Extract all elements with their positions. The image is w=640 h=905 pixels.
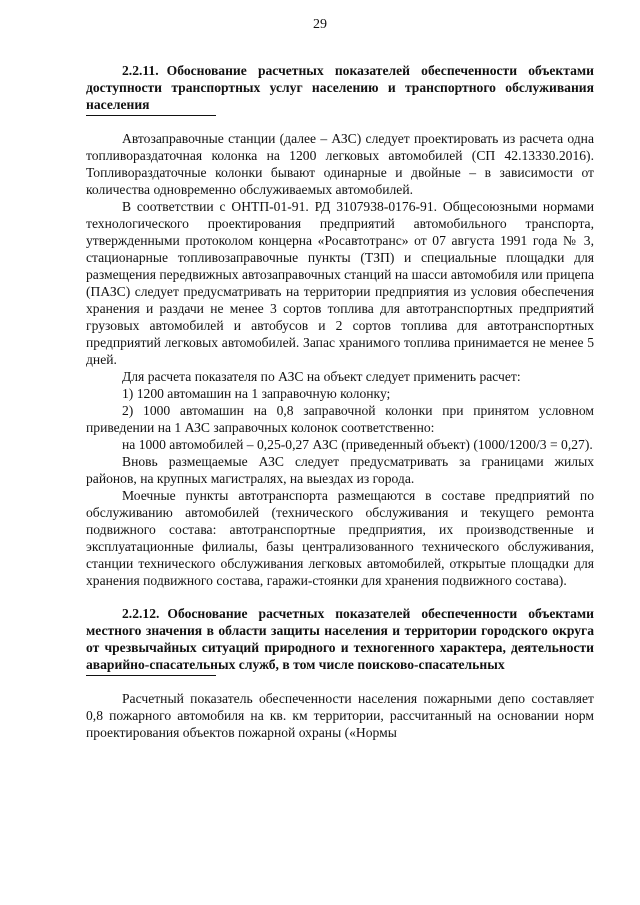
heading-underline [86,115,216,116]
section-title: Обоснование расчетных показателей обеспеченности объектами доступности транспортных услуг населению и транспортного обслуживания населения [86,63,594,112]
section-heading-2-2-11 [86,62,594,113]
paragraph: Расчетный показатель обеспеченности населения пожарными депо составляет 0,8 пожарного автомобиля на кв. км территории, рассчитанный на основании норм проектирования объектов пожарной охраны («Нормы [86,691,594,740]
heading-underline [86,675,216,676]
paragraph: Автозаправочные станции (далее – АЗС) следует проектировать из расчета одна топливораздаточная колонка на 1200 легковых автомобилей (СП 42.13330.2016). Топливораздаточные колонки бывают одинарные и двойные – в зависимости от количества одновременно обслуживаемых автомобилей. [86,131,594,197]
paragraph: Вновь размещаемые АЗС следует предусматривать за границами жилых районов, на крупных магистралях, на выездах из города. [86,454,594,486]
section-gap [86,589,594,605]
section-number: 2.2.11. [122,63,159,78]
paragraph: на 1000 автомобилей – 0,25-0,27 АЗС (приведенный объект) (1000/1200/3 = 0,27). [122,437,593,452]
page-number: 29 [313,17,327,32]
list-item: 2) 1000 автомашин на 0,8 заправочной колонки при принятом условном приведении на 1 АЗС заправочных колонок соответственно: [86,403,594,435]
list-item: 1) 1200 автомашин на 1 заправочную колонку; [122,386,391,401]
document-body [86,62,594,741]
paragraph: Моечные пункты автотранспорта размещаются в составе предприятий по обслуживанию автомобилей (технического обслуживания и текущего ремонта подвижного состава: автотранспортные предприятия, их производственные и эксплуатационные филиалы, базы централизованного технического обслуживания, станции технического обслуживания легковых автомобилей, открытые площадки для хранения подвижного состава, гаражи-стоянки для хранения подвижного состава). [86,488,594,588]
section-number: 2.2.12. [122,606,160,621]
section-heading-2-2-12 [86,605,594,673]
section-title: Обоснование расчетных показателей обеспеченности объектами местного значения в области защиты населения и территории городского округа от чрезвычайных ситуаций природного и техногенного характера, деятельности аварийно-спасательных служб, в том числе поисково-спасательных [86,606,594,672]
paragraph: Для расчета показателя по АЗС на объект следует применить расчет: [122,369,521,384]
paragraph: В соответствии с ОНТП-01-91. РД 3107938-0176-91. Общесоюзными нормами технологического проектирования предприятий автомобильного транспорта, утвержденными протоколом концерна «Росавтотранс» от 07 августа 1991 года № 3, стационарные топливозаправочные пункты (ТЗП) и специальные площадки для размещения передвижных автозаправочных станций на шасси автомобиля или прицепа (ПАЗС) следует предусматривать на территории предприятия из условия обеспечения хранения и раздачи не менее 3 сортов топлива для автотранспортных предприятий грузовых автомобилей и автобусов и 2 сортов топлива для автотранспортных предприятий легковых автомобилей. Запас хранимого топлива принимается не менее 5 дней. [86,199,594,367]
